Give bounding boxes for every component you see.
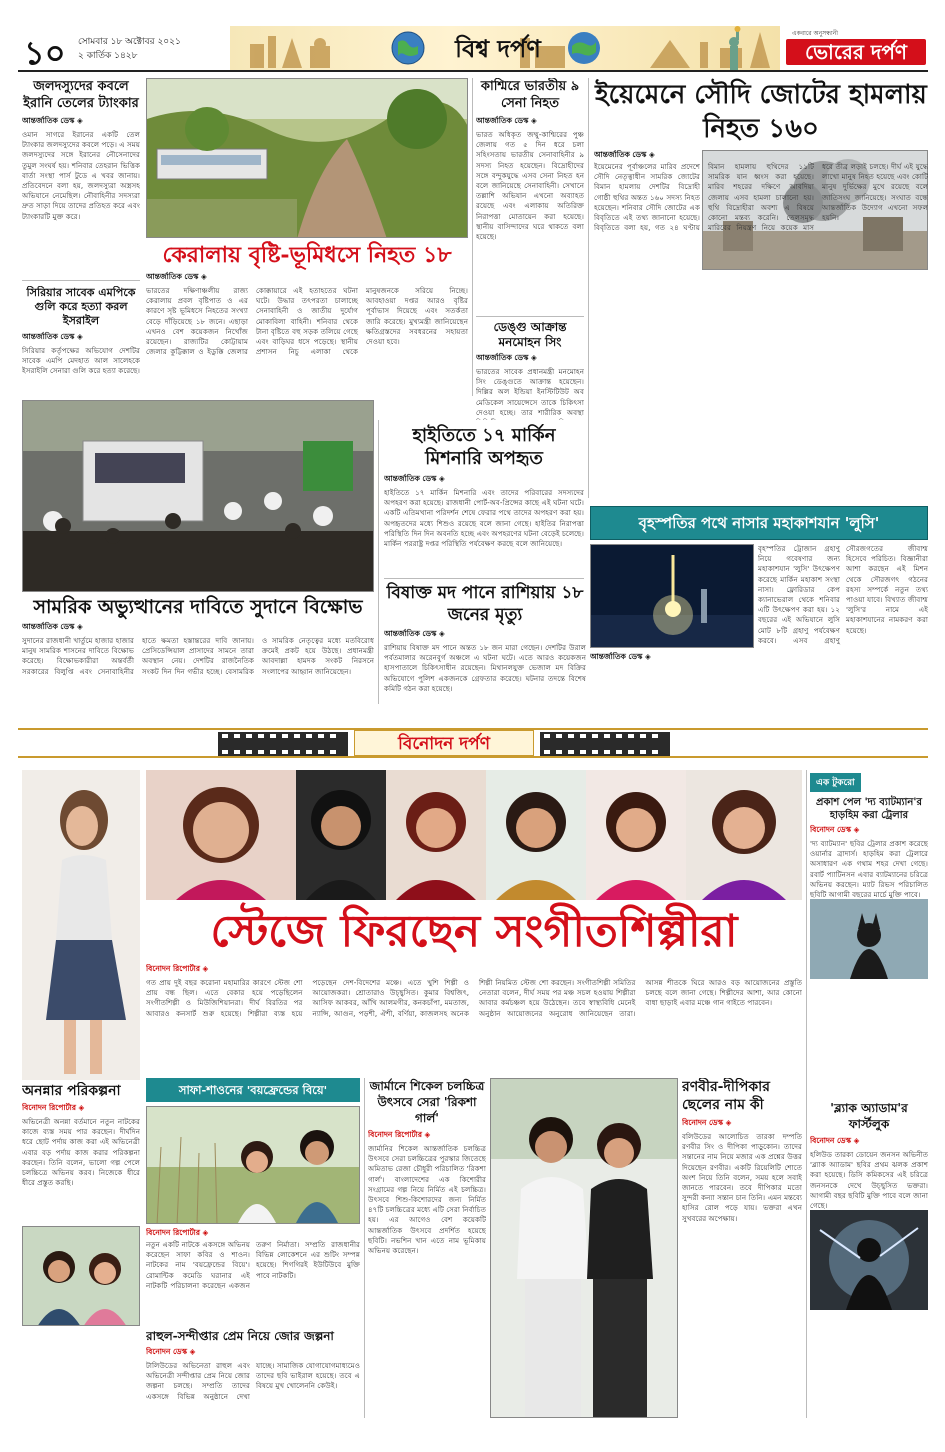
masthead [18, 26, 928, 72]
divider [22, 280, 140, 281]
ananna-story [22, 1082, 140, 1222]
newspaper-logo [786, 28, 926, 68]
lucy-launch-photo [590, 544, 754, 648]
safa-shawon-photo [146, 1106, 360, 1224]
lucy-headline-banner [590, 506, 928, 540]
ranbir-desk: বিনোদন ডেস্ক ◈ [682, 1118, 732, 1127]
film-reel-left-icon [218, 732, 348, 756]
rahul-story [146, 1328, 360, 1418]
iran-desk: আন্তর্জাতিক ডেস্ক ◈ [22, 116, 83, 125]
yemen-desk: আন্তর্জাতিক ডেস্ক ◈ [594, 150, 655, 159]
rickshaw-girl-story [368, 1078, 486, 1418]
haiti-desk: আন্তর্জাতিক ডেস্ক ◈ [384, 474, 445, 483]
rickshaw-headline: জার্মানে শিকেল চলচ্চিত্র উৎসবে সেরা 'রিকশা গার্ল' [369, 1079, 485, 1125]
dengue-headline: ডেঙ্গু আক্রান্ত মনমোহন সিং [493, 320, 567, 349]
divider [588, 78, 589, 498]
dengue-story [476, 320, 584, 420]
kashmir-body: ভারত অধিকৃত জম্মু-কাশ্মিরের পুঞ্চ জেলায় গত ৫ দিন ধরে চলা সহিংসতায় ভারতীয় সেনাবাহিনীর ৯ সদস্য নিহত হয়েছেন। বিদ্রোহীদের সঙ্গে বন্দুকযুদ্ধে এসব সেনা নিহত হন বলে জানিয়েছে সেনাবাহিনী। সেখানে তল্লাশি অভিযান এখনো অব্যাহত রয়েছে এবং এলাকায় অতিরিক্ত নিরাপত্তা মোতায়েন করা হয়েছে। স্থানীয় বাসিন্দাদের ঘরে থাকতে বলা হয়েছে। [476, 130, 584, 242]
sudan-headline: সামরিক অভ্যুত্থানের দাবিতে সুদানে বিক্ষোভ [33, 596, 363, 618]
yemen-headline: ইয়েমেনে সৌদি জোটের হামলায় নিহত ১৬০ [595, 80, 927, 144]
ranbir-headline: রণবীর-দীপিকার ছেলের নাম কী [682, 1079, 770, 1113]
yemen-story [594, 78, 928, 498]
kerala-flood-photo [146, 78, 468, 238]
rahul-headline: রাহুল-সন্দীপ্তার প্রেম নিয়ে জোর জল্পনা [146, 1329, 334, 1343]
singers-headline: স্টেজে ফিরছেন সংগীতশিল্পীরা [210, 906, 738, 957]
ranbir-deepika-photo [490, 1078, 678, 1418]
haiti-story [384, 424, 584, 574]
section-title: বিশ্ব দর্পণ [455, 34, 541, 63]
paper-tagline: একবারে অনুসন্ধানী [792, 30, 838, 37]
haiti-body: হাইতিতে ১৭ মার্কিন মিশনারি এবং তাদের পরিবারের সদস্যদের অপহরণ করা হয়েছে। রাজধানী পোর্ট-অব-প্রিন্সের কাছে এই ঘটনা ঘটে। একটি এতিমখানা পরিদর্শন শেষে ফেরার পথে তাদের অপহরণ করা হয়। অপহৃতদের মধ্যে শিশুও রয়েছে বলে জানা গেছে। হাইতির নিরাপত্তা পরিস্থিতি দিন দিন অবনতি হচ্ছে এবং অপহরণের ঘটনা বেড়েই চলেছে। মার্কিন পররাষ্ট্র দপ্তর পরিস্থিতি পর্যবেক্ষণ করছে বলে জানিয়েছে। [384, 488, 584, 549]
rahul-body: টালিউডের অভিনেতা রাহুল এবং অভিনেত্রী সন্দীপ্তার প্রেম নিয়ে জোর জল্পনা চলছে। সম্প্রতি তাদের একসঙ্গে বিভিন্ন অনুষ্ঠানে দেখা যাচ্ছে। সামাজিক যোগাযোগমাধ্যমেও তাদের ছবি ভাইরাল হয়েছে। তবে এ বিষয়ে মুখ খোলেননি কেউই। [146, 1361, 360, 1401]
dengue-desk: আন্তর্জাতিক ডেস্ক ◈ [476, 353, 537, 362]
sidebar-label: এক টুকরো [810, 773, 861, 792]
lucy-headline: বৃহস্পতির পথে নাসার মহাকাশযান 'লুসি' [638, 514, 880, 532]
divider [378, 420, 379, 704]
singers-desk: বিনোদন রিপোর্টার ◈ [146, 964, 209, 973]
rickshaw-desk: বিনোদন রিপোর্টার ◈ [368, 1130, 431, 1139]
lucy-desk: আন্তর্জাতিক ডেস্ক ◈ [590, 652, 651, 661]
ananna-photo [22, 770, 140, 1080]
sudan-body: সুদানের রাজধানী খার্তুমে হাজার হাজার মানুষ সামরিক শাসনের দাবিতে বিক্ষোভ করেছে। বিক্ষোভকারীরা অন্তর্বর্তী সরকারের বিলুপ্তি এবং সেনাবাহিনীর হাতে ক্ষমতা হস্তান্তরের দাবি জানায়। প্রেসিডেন্সিয়াল প্রাসাদের সামনে তারা অবস্থান নেয়। দেশটির রাজনৈতিক সংকট দিন দিন গভীর হচ্ছে। বেসামরিক ও সামরিক নেতৃত্বের মধ্যে মতবিরোধ ক্রমেই প্রকট হয়ে উঠছে। প্রধানমন্ত্রী আবদাল্লা হামদক সংকট নিরসনে সংলাপের আহ্বান জানিয়েছেন। [22, 636, 374, 676]
rahul-sandipta-photo [22, 1226, 140, 1326]
globe-icon [566, 30, 602, 66]
entertainment-section-bar [18, 728, 928, 758]
syria-desk: আন্তর্জাতিক ডেস্ক ◈ [22, 332, 83, 341]
singers-collage-photo [146, 770, 802, 900]
globe-icon [390, 30, 426, 66]
divider [472, 78, 473, 396]
sudan-desk: আন্তর্জাতিক ডেস্ক ◈ [22, 622, 83, 631]
syria-headline: সিরিয়ার সাবেক এমপিকে গুলি করে হত্যা করল ইসরাইল [26, 286, 136, 327]
safa-story [146, 1078, 360, 1326]
singers-body: গত প্রায় দুই বছর করোনা মহামারির কারণে স্টেজ শো প্রায় বন্ধ ছিল। এতে বেকার হয়ে পড়েছিলেন সংগীতশিল্পী ও মিউজিশিয়ানরা। দীর্ঘ বিরতির পর আবারও কনসার্ট শুরু হয়েছে। শিল্পীরা ব্যস্ত হয়ে পড়েছেন দেশ-বিদেশের মঞ্চে। এতে খুশি শিল্পী ও আয়োজকরা। শ্রোতারাও উচ্ছ্বসিত। কুমার বিশ্বজিৎ, আসিফ আকবর, আঁখি আলমগীর, কনকচাঁপা, মমতাজ, ন্যান্সি, আগুন, পড়শী, ঐশী, বর্ণিয়া, কাজলসহ অনেক শিল্পী নিয়মিত স্টেজ শো করছেন। সংগীতশিল্পী সমিতির নেতারা বলেন, দীর্ঘ সময় পর মঞ্চ সচল হওয়ায় শিল্পীরা আবার কর্মচঞ্চল হয়ে উঠেছেন। তবে স্বাস্থ্যবিধি মেনেই অনুষ্ঠান আয়োজনের অনুরোধ জানিয়েছেন তারা। আসন্ন শীতকে ঘিরে আরও বড় আয়োজনের প্রস্তুতি চলছে বলে জানা গেছে। শিল্পীদের আশা, আর কোনো বাধা ছাড়াই এবার মঞ্চে গান গাইতে পারবেন। [146, 978, 802, 1018]
date-line-1: সোমবার ১৮ অক্টোবর ২০২১ [78, 37, 181, 47]
dengue-body: ভারতের সাবেক প্রধানমন্ত্রী মনমোহন সিং ডেঙ্গুতে আক্রান্ত হয়েছেন। দিল্লির অল ইন্ডিয়া ইনস্টিটিউট অব মেডিকেল সায়েন্সেসে তাকে চিকিৎসা দেওয়া হচ্ছে। তার শারীরিক অবস্থা [476, 367, 584, 417]
kashmir-desk: আন্তর্জাতিক ডেস্ক ◈ [476, 116, 537, 125]
sudan-story [22, 594, 374, 704]
kerala-story [146, 240, 468, 390]
lucy-story [590, 506, 928, 706]
ranbir-body: বলিউডের আলোচিত তারকা দম্পতি রণবীর সিং ও দীপিকা পাড়ুকোন। তাদের সন্তানের নাম নিয়ে মজার এক প্রশ্নের উত্তর দিয়েছেন রণবীর। একটি রিয়েলিটি শোতে অংশ নিয়ে তিনি বলেন, সময় হলে সবাই জানতে পারবেন। তবে দীপিকার মতো সুন্দরী কন্যা সন্তান চান তিনি। এমন মন্তব্যে হাসির রোল পড়ে যায়। ভক্তরা এখন সুখবরের অপেক্ষায়। [682, 1132, 802, 1223]
yemen-body: ইয়েমেনের পূর্বাঞ্চলের মারিব প্রদেশে সৌদি নেতৃত্বাধীন সামরিক জোটের বিমান হামলায় দেশটির বিদ্রোহী গোষ্ঠী হুথির অন্তত ১৬০ সদস্য নিহত হয়েছেন। শনিবার সৌদি জোটের এক বিবৃতিতে এই তথ্য জানানো হয়েছে। বিবৃতিতে বলা হয়, গত ২৪ ঘণ্টায় বিমান হামলায় হুথিদের ১১টি সামরিক যান ধ্বংস করা হয়েছে। মারিব শহরের দক্ষিণে আবদিয়া জেলায় এসব হামলা চালানো হয়। হুথি বিদ্রোহীরা অবশ্য এ বিষয়ে কোনো মন্তব্য করেনি। তেলসমৃদ্ধ মারিবের নিয়ন্ত্রণ নিয়ে কয়েক মাস ধরে তীব্র লড়াই চলছে। দীর্ঘ এই যুদ্ধে লাখো মানুষ নিহত হয়েছে এবং কোটি মানুষ দুর্ভিক্ষের মুখে রয়েছে বলে জাতিসংঘ জানিয়েছে। সংঘাত বন্ধে আন্তর্জাতিক উদ্যোগ এখনো সফল হয়নি। [594, 162, 928, 233]
safa-headline: সাফা-শাওনের 'বয়ফ্রেন্ডের বিয়ে' [178, 1083, 328, 1097]
iran-body: ওমান সাগরে ইরানের একটি তেল ট্যাংকার জলদস্যুদের কবলে পড়ে। এ সময় জলদস্যুদের সঙ্গে ইরানের নৌসেনাদের তুমুল সংঘর্ষ হয়। শনিবার তেহরান ভিত্তিক বার্তা সংস্থা পার্স টুডে এ খবর জানায়। প্রতিবেদনে বলা হয়, জলদস্যুরা অস্ত্রসহ অভিযানে নেমেছিল। নৌবাহিনীর সদস্যরা দ্রুত সাড়া দিয়ে তাদের প্রতিহত করে এবং ট্যাংকারটি মুক্ত করে। [22, 130, 140, 221]
divider [806, 770, 807, 1418]
film-reel-right-icon [540, 732, 670, 756]
russia-story [384, 582, 586, 706]
sidebar-black-adam [810, 1100, 928, 1418]
safa-body: নতুন একটি নাটকে একসঙ্গে অভিনয় করেছেন সাফা কবির ও শাওন। নাটকের নাম 'বয়ফ্রেন্ডের বিয়ে'। রোমান্টিক কমেডি ঘরানার এই নাটকটি পরিচালনা করেছেন একজন তরুণ নির্মাতা। সম্প্রতি রাজধানীর বিভিন্ন লোকেশনে এর শুটিং সম্পন্ন হয়েছে। শিগগিরই ইউটিউবে মুক্তি পাবে নাটকটি। [146, 1240, 360, 1290]
kerala-body: ভারতের দক্ষিণাঞ্চলীয় রাজ্য কেরালায় প্রবল বৃষ্টিপাত ও এর কারণে সৃষ্ট ভূমিধসে নিহতের সংখ্যা বেড়ে দাঁড়িয়েছে ১৮ জনে। এছাড়া এখনও বেশ কয়েকজন নিখোঁজ রয়েছেন। রাজ্যটির কোট্টায়াম জেলার কুট্টিক্কাল ও ইডুক্কি জেলার কোক্কায়ারে এই হতাহতের ঘটনা ঘটে। উদ্ধার তৎপরতা চালাচ্ছে সেনাবাহিনী ও জাতীয় দুর্যোগ মোকাবিলা বাহিনী। শনিবার থেকে টানা বৃষ্টিতে বহু সড়ক তলিয়ে গেছে এবং বাড়িঘর ধসে পড়েছে। স্থানীয় প্রশাসন নিচু এলাকা থেকে মানুষজনকে সরিয়ে নিচ্ছে। আবহাওয়া দপ্তর আরও বৃষ্টির পূর্বাভাস দিয়েছে এবং সতর্কতা জারি করেছে। মুখ্যমন্ত্রী জানিয়েছেন ক্ষতিগ্রস্তদের সবধরনের সহায়তা দেওয়া হবে। [146, 286, 468, 357]
safa-headline-banner [146, 1078, 360, 1102]
black-adam-desk: বিনোদন ডেস্ক ◈ [810, 1136, 860, 1145]
syria-body: সিরিয়ার কর্তৃপক্ষের অভিযোগ দেশটির সাবেক এমপি মেদহাত আল সালেহকে ইসরাইলি সেনারা গুলি করে হত্যা করেছে। [22, 346, 140, 376]
rickshaw-body: জার্মানির শিকেল আন্তর্জাতিক চলচ্চিত্র উৎসবে সেরা চলচ্চিত্রের পুরস্কার জিতেছে অমিতাভ রেজা চৌধুরী পরিচালিত 'রিকশা গার্ল'। বাংলাদেশের এক কিশোরীর সংগ্রামের গল্প নিয়ে নির্মিত এই চলচ্চিত্র। উৎসবে শিশু-কিশোরদের জন্য নির্মিত ৪৭টি চলচ্চিত্রের মধ্যে এটি সেরা নির্বাচিত হয়। এর আগেও বেশ কয়েকটি আন্তর্জাতিক উৎসবে প্রদর্শিত হয়েছে ছবিটি। নভশিন খান এতে নাম ভূমিকায় অভিনয় করেছেন। [368, 1144, 486, 1256]
russia-desk: আন্তর্জাতিক ডেস্ক ◈ [384, 629, 445, 638]
black-adam-body: হলিউড তারকা ডোয়েন জনসন অভিনীত 'ব্ল্যাক অ্যাডাম' ছবির প্রথম ঝলক প্রকাশ করা হয়েছে। ডিসি কমিকসের এই চরিত্রে জনসনকে দেখে উচ্ছ্বসিত ভক্তরা। আগামী বছর ছবিটি মুক্তি পাবে বলে জানা গেছে। [810, 1150, 928, 1211]
ananna-headline: অনন্নার পরিকল্পনা [22, 1083, 121, 1099]
divider [364, 1078, 365, 1418]
sudan-protest-photo [22, 400, 374, 592]
sidebar-batman [810, 770, 928, 1100]
date-line-2: ২ কার্তিক ১৪২৮ [78, 51, 138, 61]
page-number: ১০ [24, 34, 66, 66]
safa-desk: বিনোদন রিপোর্টার ◈ [146, 1228, 209, 1237]
kashmir-story [476, 78, 584, 318]
ananna-body: অভিনেত্রী অনন্না বর্তমানে নতুন নাটকের কাজে ব্যস্ত সময় পার করছেন। দীর্ঘদিন ধরে ছোট পর্দায় কাজ করা এই অভিনেত্রী এবার বড় পর্দায় কাজ করার পরিকল্পনা করছেন। তিনি বলেন, ভালো গল্প পেলে চলচ্চিত্রে অভিনয় করব। নিজেকে ধীরে ধীরে প্রস্তুত করছি। [22, 1117, 140, 1188]
divider [384, 578, 584, 579]
kerala-desk: আন্তর্জাতিক ডেস্ক ◈ [146, 272, 207, 281]
russia-body: রাশিয়ায় বিষাক্ত মদ পানে অন্তত ১৮ জন মারা গেছেন। দেশটির উরাল পর্বতমালার অরেনবুর্গ অঞ্চলে এ ঘটনা ঘটে। এতে আরও কয়েকজন হাসপাতালে চিকিৎসাধীন রয়েছেন। মিথানলযুক্ত ভেজাল মদ বিক্রির অভিযোগে পুলিশ একজনকে গ্রেফতার করেছে। ঘটনার তদন্তে বিশেষ কমিটি গঠন করা হয়েছে। [384, 643, 586, 693]
ranbir-story [682, 1078, 802, 1418]
batman-body: 'দ্য ব্যাটম্যান' ছবির ট্রেলার প্রকাশ করেছে ওয়ার্নার ব্রাদার্স। হাড়হিম করা ট্রেলারে অসাধারণ এক গথাম শহর দেখা গেছে। রবার্ট প্যাটিনসন এবার ব্যাটম্যানের চরিত্রে অভিনয় করছেন। ম্যাট রিভস পরিচালিত ছবিটি আগামী বছরের মার্চে মুক্তি পাবে। [810, 839, 928, 900]
haiti-headline: হাইতিতে ১৭ মার্কিন মিশনারি অপহৃত [412, 425, 556, 469]
entertainment-banner-label: বিনোদন দর্পণ [354, 730, 534, 756]
black-adam-headline: 'ব্ল্যাক অ্যাডাম'র ফার্স্টলুক [830, 1101, 908, 1131]
batman-desk: বিনোদন ডেস্ক ◈ [810, 825, 860, 834]
divider [476, 316, 584, 317]
russia-headline: বিষাক্ত মদ পানে রাশিয়ায় ১৮ জনের মৃত্যু [386, 583, 584, 625]
batman-photo [810, 899, 928, 979]
kerala-headline: কেরালায় বৃষ্টি-ভূমিধসে নিহত ১৮ [162, 242, 452, 268]
iran-headline: জলদস্যুদের কবলে ইরানি তেলের ট্যাংকার [23, 79, 139, 111]
paper-name: ভোরের দর্পণ [786, 39, 926, 65]
syria-story [22, 286, 140, 376]
black-adam-photo [810, 1210, 928, 1310]
batman-headline: প্রকাশ পেল 'দ্য ব্যাটম্যান'র হাড়হিম করা ট্রেলার [816, 797, 922, 821]
ananna-desk: বিনোদন রিপোর্টার ◈ [22, 1103, 85, 1112]
singers-story [146, 964, 802, 1074]
kashmir-headline: কাশ্মিরে ভারতীয় ৯ সেনা নিহত [480, 79, 580, 111]
rahul-desk: বিনোদন ডেস্ক ◈ [146, 1347, 196, 1356]
iran-tanker-story [22, 78, 140, 278]
lucy-body: বৃহস্পতির ট্রোজান গ্রহাণু নিয়ে গবেষণার জন্য মহাকাশযান 'লুসি' উৎক্ষেপণ করেছে মার্কিন মহাকাশ সংস্থা নাসা। ফ্লোরিডার কেপ ক্যানাভেরাল থেকে শনিবার এটি উৎক্ষেপণ করা হয়। ১২ বছরের এই অভিযানে লুসি মোট ৮টি গ্রহাণু পর্যবেক্ষণ করবে। এসব গ্রহাণু সৌরজগতের জীবাশ্ম হিসেবে পরিচিত। বিজ্ঞানীরা আশা করছেন এই মিশন থেকে সৌরজগৎ গঠনের রহস্য সম্পর্কে নতুন তথ্য পাওয়া যাবে। বিখ্যাত জীবাশ্ম 'লুসি'র নামে এই মহাকাশযানের নামকরণ করা হয়েছে। [758, 544, 928, 645]
statue-of-liberty-icon [718, 26, 750, 70]
